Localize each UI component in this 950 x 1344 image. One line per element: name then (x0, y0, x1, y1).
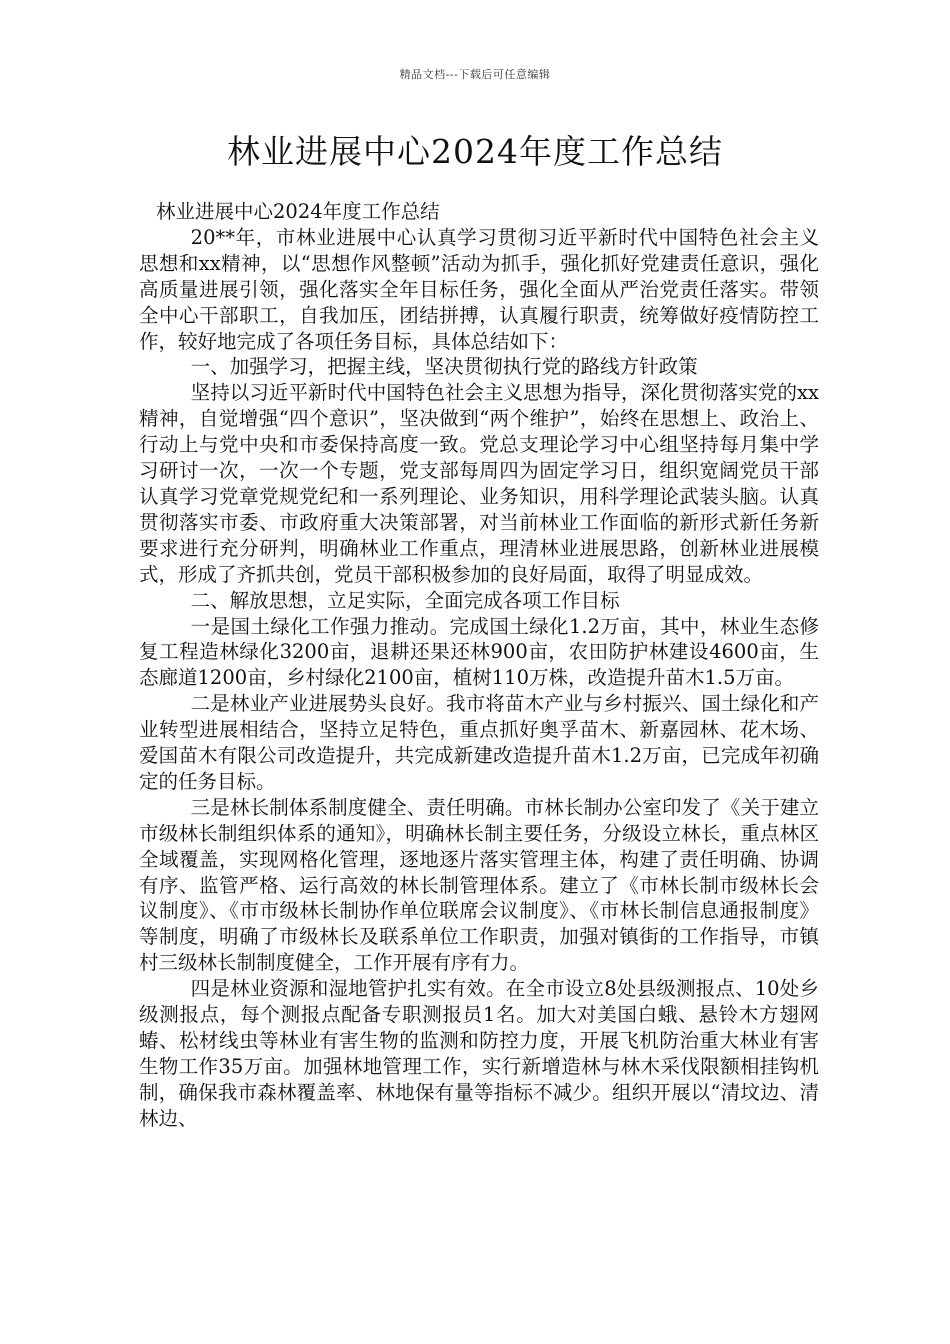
section-heading-1: 一、加强学习，把握主线，坚决贯彻执行党的路线方针政策 (190, 355, 698, 379)
paragraph-industry: 二是林业产业进展势头良好。我市将苗木产业与乡村振兴、国土绿化和产业转型进展相结合，坚持立足特色，重点抓好奥孚苗木、新嘉园林、花木场、爱国苗木有限公司改造提升，共完成新建改造提升苗木1.2万亩，已完成年初确定的任务目标。 (139, 692, 819, 793)
header-note: 精品文档---下载后可任意编辑 (399, 68, 551, 81)
section-heading-2: 二、解放思想，立足实际，全面完成各项工作目标 (190, 588, 620, 612)
document-body (139, 199, 819, 1132)
paragraph-greening: 一是国土绿化工作强力推动。完成国土绿化1.2万亩，其中，林业生态修复工程造林绿化3200亩，退耕还果还林900亩，农田防护林建设4600亩，生态廊道1200亩，乡村绿化2100亩，植树110万株，改造提升苗木1.5万亩。 (139, 614, 819, 690)
paragraph-forest-chief: 三是林长制体系制度健全、责任明确。市林长制办公室印发了《关于建立市级林长制组织体系的通知》，明确林长制主要任务，分级设立林长，重点林区全域覆盖，实现网格化管理，逐地逐片落实管理主体，构建了责任明确、协调有序、监管严格、运行高效的林长制管理体系。建立了《市林长制市级林长会议制度》、《市市级林长制协作单位联席会议制度》、《市林长制信息通报制度》等制度，明确了市级林长及联系单位工作职责，加强对镇街的工作指导，市镇村三级林长制制度健全，工作开展有序有力。 (139, 795, 819, 975)
document-title: 林业进展中心2024年度工作总结 (227, 132, 723, 171)
paragraph-intro: 20**年，市林业进展中心认真学习贯彻习近平新时代中国特色社会主义思想和xx精神，以“思想作风整顿”活动为抓手，强化抓好党建责任意识，强化高质量进展引领，强化落实全年目标任务，强化全面从严治党责任落实。带领全中心干部职工，自我加压，团结拼搏，认真履行职责，统筹做好疫情防控工作，较好地完成了各项任务目标，具体总结如下： (139, 225, 819, 353)
document-subtitle: 林业进展中心2024年度工作总结 (156, 200, 440, 223)
paragraph-resources: 四是林业资源和湿地管护扎实有效。在全市设立8处县级测报点、10处乡级测报点，每个测报点配备专职测报员1名。加大对美国白蛾、悬铃木方翅网蝽、松材线虫等林业有害生物的监测和防控力度，开展飞机防治重大林业有害生物工作35万亩。加强林地管理工作，实行新增造林与林木采伐限额相挂钩机制，确保我市森林覆盖率、林地保有量等指标不减少。组织开展以“清坟边、清林边、 (139, 977, 819, 1130)
paragraph-study: 坚持以习近平新时代中国特色社会主义思想为指导，深化贯彻落实党的xx精神，自觉增强“四个意识”，坚决做到“两个维护”，始终在思想上、政治上、行动上与党中央和市委保持高度一致。党总支理论学习中心组坚持每月集中学习研讨一次，一次一个专题，党支部每周四为固定学习日，组织宽阔党员干部认真学习党章党规党纪和一系列理论、业务知识，用科学理论武装头脑。认真贯彻落实市委、市政府重大决策部署，对当前林业工作面临的新形式新任务新要求进行充分研判，明确林业工作重点，理清林业进展思路，创新林业进展模式，形成了齐抓共创，党员干部积极参加的良好局面，取得了明显成效。 (139, 381, 819, 586)
